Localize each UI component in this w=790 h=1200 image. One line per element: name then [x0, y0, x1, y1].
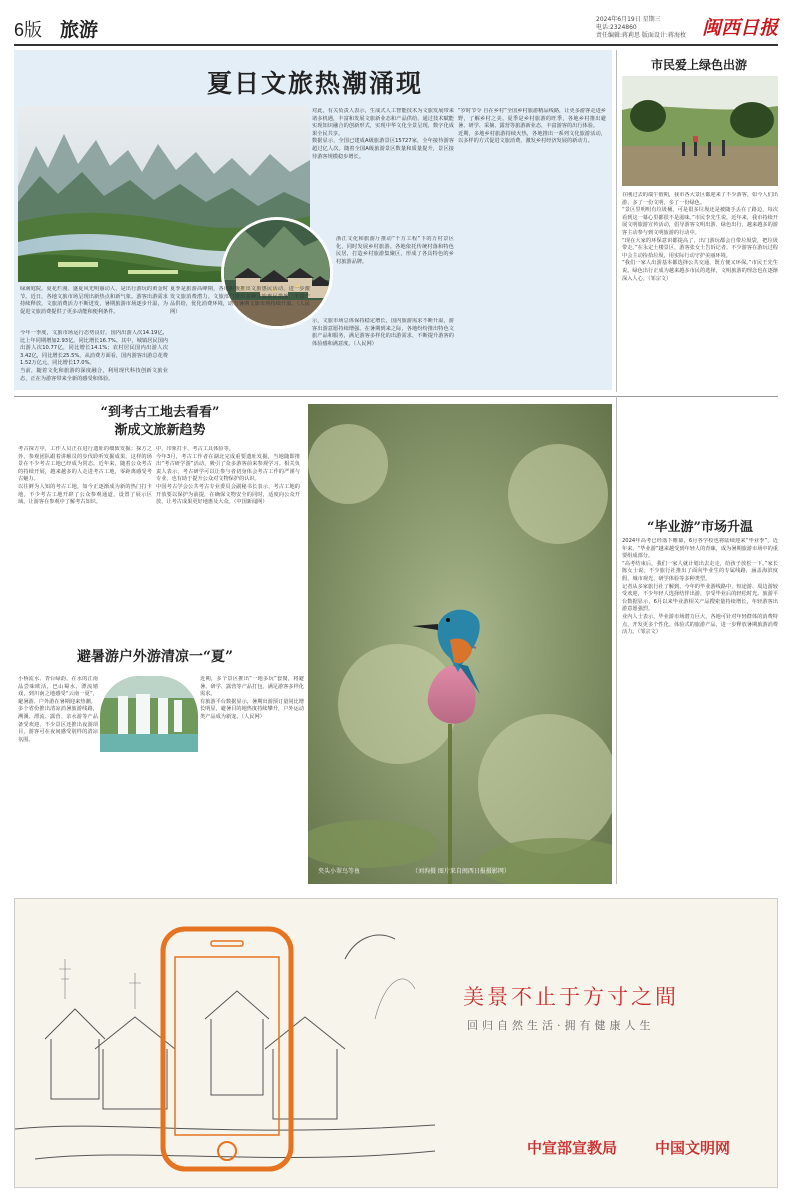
ad-org-2: 中国文明网 — [655, 1139, 731, 1157]
section-name: 旅游 — [60, 20, 99, 41]
ad-slogan: 美景不止于方寸之間 — [463, 985, 679, 1009]
summer-title: 避暑游户外游清凉一“夏” — [76, 649, 234, 665]
phone: 电话:2324860 — [596, 24, 637, 31]
page-number: 6版 — [14, 20, 43, 40]
photo-caption-right: （刘洵摄 图片来自闽西日报摄影网） — [412, 868, 510, 875]
main-text-col-5: 浙江文化和旅游厅推动“千万工程”下的万村景区化，同时发展乡村旅游。各地依托传统村落和特色民居，打造乡村旅游集聚区，形成了各具特色的乡村旅游品牌。 — [336, 236, 454, 265]
ad-subline: 回归自然生活·拥有健康人生 — [467, 1019, 655, 1032]
main-text-col-1: 绿满庭院。夏花烂漫、盛夏风光明丽动人，是出行游玩的黄金时节。近日，各地文旅市场呈现出新热点和新气象。游客出游需求持续释放，文旅消费活力不断迸发，暑期旅游市场逐步升温，为促进文旅消费提供了更多动能和便利条件。 — [20, 286, 168, 315]
main-text-col-2: 今年一季度，文旅市场运行态势良好。国内出游人次14.19亿，比上年同期增加2.93亿，同比增长16.7%。其中，城镇居民国内出游人次10.77亿，同比增长14.1%；农村居民国内出游人次3.42亿，同比增长25.5%。从消费方面看，国内游客出游总花费1.52万亿元，同比增长17.0%。 当前，随着文化和旅游的深度融合，利用现代科技创新文旅业态，正在为游客带来全新的感受和体验。 — [20, 330, 168, 382]
green-travel-photo — [622, 76, 778, 186]
issue-date: 2024年6月19日 星期三 — [596, 16, 661, 23]
waterfall-photo — [100, 676, 198, 752]
sidebar-title: 市民爱上绿色出游 — [650, 58, 747, 72]
section-rule-2 — [616, 396, 617, 884]
psa-ad — [14, 898, 778, 1188]
masthead — [14, 12, 778, 42]
ad-org-1: 中宣部宣教局 — [527, 1139, 618, 1157]
main-text-col-7: 示，文旅市场总体保持稳定增长，国内旅游需求不断升温，游客出游意愿持续增强。在暑期到来之际，各地纷纷推出特色文旅产品和服务，满足游客多样化的出游需求，不断提升游客的体验感和满意度。（人民网） — [312, 318, 454, 347]
photo-caption-left: 夹头小翠鸟等鱼 — [318, 868, 361, 875]
ink-sketch-illustration — [15, 899, 435, 1189]
sidebar-body: 在刚过去的端午假期，我市各大景区都迎来了不少游客。如今人们出游，多了一份文明，多了一份绿色。 “景区里明明有垃圾桶，可是很多垃圾还是被随手丢在了路边，每次看到这一幕心里都很不是滋味。”市民李先生说。近年来，我市持续开展文明旅游宣传活动，倡导游客文明出游、绿色出行，越来越多的游客主动参与到文明旅游的行动中。 “现在大家的环保意识都提高了，出门游玩都会自带垃圾袋，把垃圾带走。”在永定土楼景区，游客张女士告诉记者。不少游客在游玩过程中会主动捡拾垃圾，用实际行动守护美丽环境。 “我们一家人出游基本都选择公共交通，既方便又环保。”市民王先生说。绿色出行正成为越来越多市民的选择，文明旅游的理念也在逐渐深入人心。（邹宗文） — [622, 192, 778, 282]
kingfisher-photo — [308, 404, 612, 884]
masthead-rule — [14, 44, 778, 46]
archaeology-title: “到考古工地去看看” 渐成文旅新趋势 — [100, 405, 220, 438]
summer-col-1: 小桥流水、青台绿韵，在水的江南品尝味欧活，巴山蜀水、漂流嬉戏，到川南之地感受“云南一夏”，避暑游、户外游在暑期迎来热潮。 多个省份推出清凉消暑旅游线路，溯溪、漂流、露营、亲水游等产品备受欢迎，不少景区还推出夜游项目，游客可在夜间感受别样的清凉氛围。 — [18, 676, 98, 743]
graduation-body: 2024年高考已经落下帷幕，6月各学校也将陆续迎来“毕业季”。近年来，“毕业游”越来越受到年轻人的青睐，成为暑期旅游市场中的重要组成部分。 “高考结束后，我们一家人就计划出去走走，给孩子放松一下。”家长陈女士说。不少旅行社推出了面向毕业生的专属线路，涵盖海滨度假、城市观光、研学体验等多种类型。 记者从多家旅行社了解到，今年的毕业游线路中，短途游、周边游较受欢迎，不少年轻人选择结伴出游，享受毕业后的轻松时光。旅游平台数据显示，6月以来毕业游相关产品搜索量持续增长，年轻游客出游意愿强烈。 业内人士表示，毕业游市场潜力巨大，各地可针对年轻群体的消费特点，开发更多个性化、体验式的旅游产品，进一步释放暑期旅游消费活力。（邹宗文） — [622, 538, 778, 636]
summer-col-2: 近期，多个景区推出“一地多玩”套餐，将避暑、研学、露营等产品打包，满足游客多样化需求。 有旅游平台数据显示，暑期出游预订量同比增长明显，避暑目的地热度持续攀升，户外运动类产品成为新宠。（人民网） — [200, 676, 304, 720]
main-text-col-3: 对此，有关负责人表示，生成式人工智能技术为文旅发展带来诸多机遇，丰富和发展文旅新业态和产品供给，通过技术赋能实现知识融合的创新形式，实现中华文化全景呈现，数字化成果全民共享。 数据显示，全国已建成A级旅游景区15727家，全年接待游客超过亿人次。随着全国A级旅游景区数量和质量提升，景区接待游客规模稳步增长。 — [312, 108, 454, 160]
archaeology-col-2: 中，印象打卡，考古工具体验等。 今年3月，考古工作者在湖北完成重要遗址发掘，当地随即推出“考古研学游”活动，吸引了众多游客前来参观学习。相关负责人表示，考古研学可以让参与者切身体会考古工作的严谨与专业，也有助于提升公众对文物保护的认识。 中国考古学会公共考古专业委员会副秘书长表示，考古工地的开放要以保护为前提，在确保文物安全的同时，适度向公众开放，让考古成果更好地惠及大众。（中国新闻网） — [156, 446, 300, 506]
sidebar-rule — [616, 50, 617, 392]
section-rule-1 — [14, 396, 778, 397]
main-text-col-6: 夏季是旅游高峰期，各地积极推出文旅惠民活动，进一步激发文旅消费潜力。文旅部门推出多种文旅惠民措施，丰富产品供给，优化消费环境，助力暑期文旅市场持续升温。（人民网） — [170, 286, 310, 315]
main-headline: 夏日文旅热潮涌现 — [206, 69, 423, 98]
newspaper-logo: 闽西日报 — [702, 17, 779, 39]
graduation-title: “毕业游”市场升温 — [647, 520, 753, 535]
editor-credits: 责任编辑:蒋莉思 版面设计:蒋海枚 — [596, 32, 686, 39]
main-text-col-4: “岁时节令 自在乡村”全国乡村旅游精品线路，让更多游客走进乡野，了解乡村之美。夏季是乡村旅游的旺季，各地乡村推出避暑、研学、采摘、露营等旅游新业态，丰富游客的出行体验。 近期，多地乡村旅游持续火热，各地推出一系列文化旅游活动，以多样的方式促进文旅消费，激发乡村经济发展的新动力。 — [458, 108, 606, 145]
archaeology-col-1: 考古探方中，工作人员正在进行遗址的细致发掘；探方之外，参观团队跟着讲解员的步伐聆听发掘成果。这样的场景在不少考古工地已经成为常态。近年来，随着公众考古的持续开展，越来越多的人走进考古工地，零距离感受考古魅力。 以往鲜为人知的考古工地，如今正逐渐成为新的热门打卡地。不少考古工地开辟了公众参观通道，设置了展示区域，让游客在参观中了解考古知识。 — [18, 446, 152, 506]
